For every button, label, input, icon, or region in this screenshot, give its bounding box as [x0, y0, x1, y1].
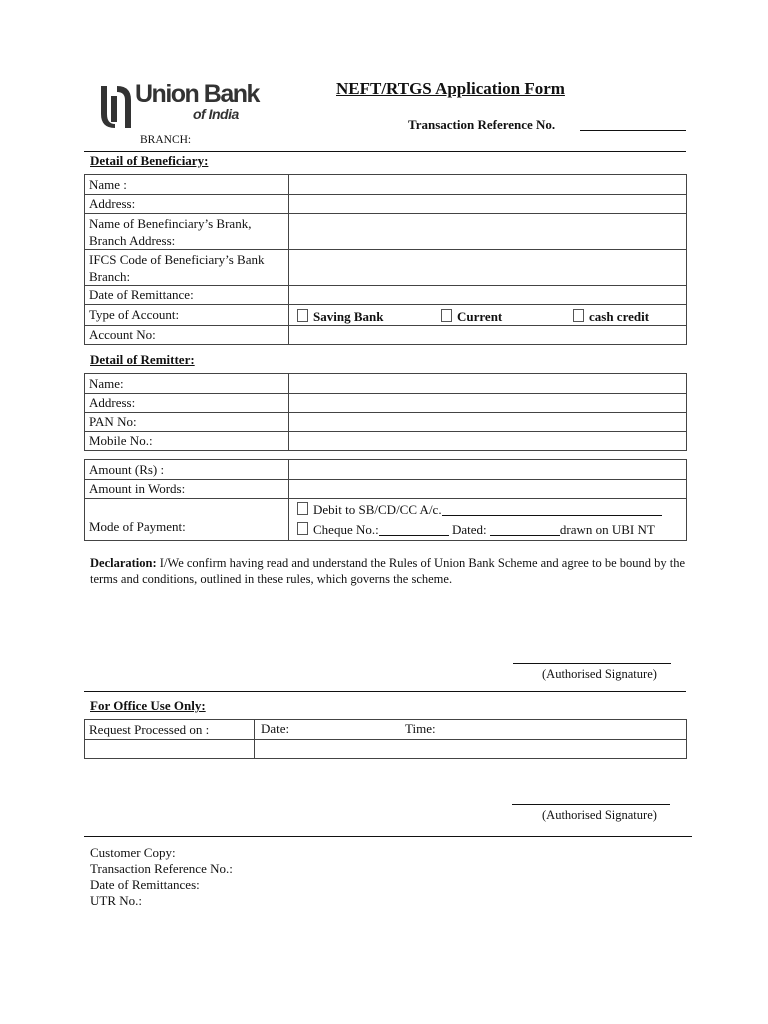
saving-bank-label: Saving Bank: [313, 309, 384, 324]
office-use-section-title: For Office Use Only:: [90, 698, 206, 713]
payment-table: [84, 459, 687, 541]
current-option[interactable]: [441, 309, 502, 324]
account-type-options: [289, 305, 687, 326]
dated-label: Dated:: [451, 521, 487, 537]
beneficiary-ifsc-field[interactable]: [289, 250, 687, 286]
remitter-mobile-label: Mobile No.:: [85, 432, 289, 451]
union-bank-logo-icon: [97, 82, 137, 132]
authorised-signature-label-2: (Authorised Signature): [542, 808, 657, 822]
logo-text-of-india: of India: [193, 106, 239, 122]
customer-copy-utr: UTR No.:: [90, 893, 142, 908]
transaction-reference-field[interactable]: [580, 130, 686, 131]
beneficiary-table: [84, 174, 687, 345]
request-processed-field: [255, 720, 687, 740]
authorised-signature-label-1: (Authorised Signature): [542, 667, 657, 681]
office-date-label: Date:: [261, 721, 290, 736]
remitter-address-label: Address:: [85, 394, 289, 413]
beneficiary-bank-label-line2: Branch Address:: [89, 232, 176, 248]
account-no-label: Account No:: [85, 326, 289, 345]
customer-copy-date: Date of Remittances:: [90, 877, 200, 892]
divider: [84, 691, 686, 692]
beneficiary-ifsc-label-line1: IFCS Code of Beneficiary’s Bank: [89, 251, 265, 267]
cheque-label: Cheque No.:: [313, 521, 379, 537]
beneficiary-bank-label: [85, 214, 289, 250]
saving-bank-option[interactable]: [297, 309, 383, 324]
saving-bank-checkbox[interactable]: [297, 309, 308, 322]
date-of-remittance-field[interactable]: [289, 286, 687, 305]
signature-line-2[interactable]: [512, 804, 670, 805]
office-time-label: Time:: [405, 721, 436, 736]
amount-in-words-label: Amount in Words:: [85, 480, 289, 499]
declaration-text: I/We confirm having read and understand the Rules of Union Bank Scheme and agree to be bound by the terms and conditions, outlined in these rules, which governs the scheme.: [90, 556, 686, 586]
beneficiary-name-label: Name :: [85, 175, 289, 195]
remitter-name-field[interactable]: [289, 374, 687, 394]
debit-checkbox[interactable]: [297, 502, 308, 515]
debit-label: Debit to SB/CD/CC A/c.: [313, 501, 442, 517]
declaration-label: Declaration:: [90, 556, 157, 570]
remitter-pan-label: PAN No:: [85, 413, 289, 432]
mode-of-payment-options: [289, 499, 687, 541]
amount-in-words-field[interactable]: [289, 480, 687, 499]
remitter-section-title: Detail of Remitter:: [90, 352, 195, 367]
beneficiary-section-title: Detail of Beneficiary:: [90, 153, 209, 168]
debit-account-field[interactable]: [442, 503, 662, 516]
remitter-address-field[interactable]: [289, 394, 687, 413]
customer-copy: [90, 845, 233, 909]
beneficiary-address-label: Address:: [85, 195, 289, 214]
beneficiary-address-field[interactable]: [289, 195, 687, 214]
beneficiary-name-field[interactable]: [289, 175, 687, 195]
remitter-table: [84, 373, 687, 451]
beneficiary-ifsc-label-line2: Branch:: [89, 268, 131, 284]
beneficiary-bank-field[interactable]: [289, 214, 687, 250]
office-blank-cell-2[interactable]: [255, 740, 687, 759]
declaration: [90, 555, 690, 587]
drawn-on-label: drawn on UBI NT: [559, 521, 655, 537]
cash-credit-checkbox[interactable]: [573, 309, 584, 322]
account-no-field[interactable]: [289, 326, 687, 345]
cash-credit-option[interactable]: [573, 309, 649, 324]
customer-copy-title: Customer Copy:: [90, 845, 176, 860]
cash-credit-label: cash credit: [589, 309, 650, 324]
cheque-date-field[interactable]: [490, 523, 560, 536]
remitter-mobile-field[interactable]: [289, 432, 687, 451]
remitter-name-label: Name:: [85, 374, 289, 394]
form-title: NEFT/RTGS Application Form: [336, 79, 565, 98]
logo-text-union-bank: Union Bank: [135, 80, 259, 108]
office-use-table: [84, 719, 687, 759]
mode-of-payment-label: Mode of Payment:: [85, 499, 289, 541]
union-bank-logo: [97, 80, 259, 132]
signature-line-1[interactable]: [513, 663, 671, 664]
cheque-checkbox[interactable]: [297, 522, 308, 535]
office-blank-cell-1[interactable]: [85, 740, 255, 759]
account-type-label: Type of Account:: [85, 305, 289, 326]
amount-label: Amount (Rs) :: [85, 460, 289, 480]
beneficiary-bank-label-line1: Name of Benefinciary’s Brank,: [89, 215, 252, 231]
branch-label: BRANCH:: [140, 134, 192, 146]
request-processed-label: Request Processed on :: [85, 720, 255, 740]
cheque-no-field[interactable]: [379, 523, 449, 536]
customer-copy-txn-ref: Transaction Reference No.:: [90, 861, 233, 876]
divider: [84, 836, 692, 837]
divider: [84, 151, 686, 152]
remitter-pan-field[interactable]: [289, 413, 687, 432]
debit-option[interactable]: [297, 500, 682, 520]
transaction-reference-label: Transaction Reference No.: [408, 117, 556, 132]
beneficiary-ifsc-label: [85, 250, 289, 286]
amount-field[interactable]: [289, 460, 687, 480]
current-label: Current: [457, 309, 503, 324]
cheque-option[interactable]: [297, 520, 682, 540]
current-checkbox[interactable]: [441, 309, 452, 322]
date-of-remittance-label: Date of Remittance:: [85, 286, 289, 305]
